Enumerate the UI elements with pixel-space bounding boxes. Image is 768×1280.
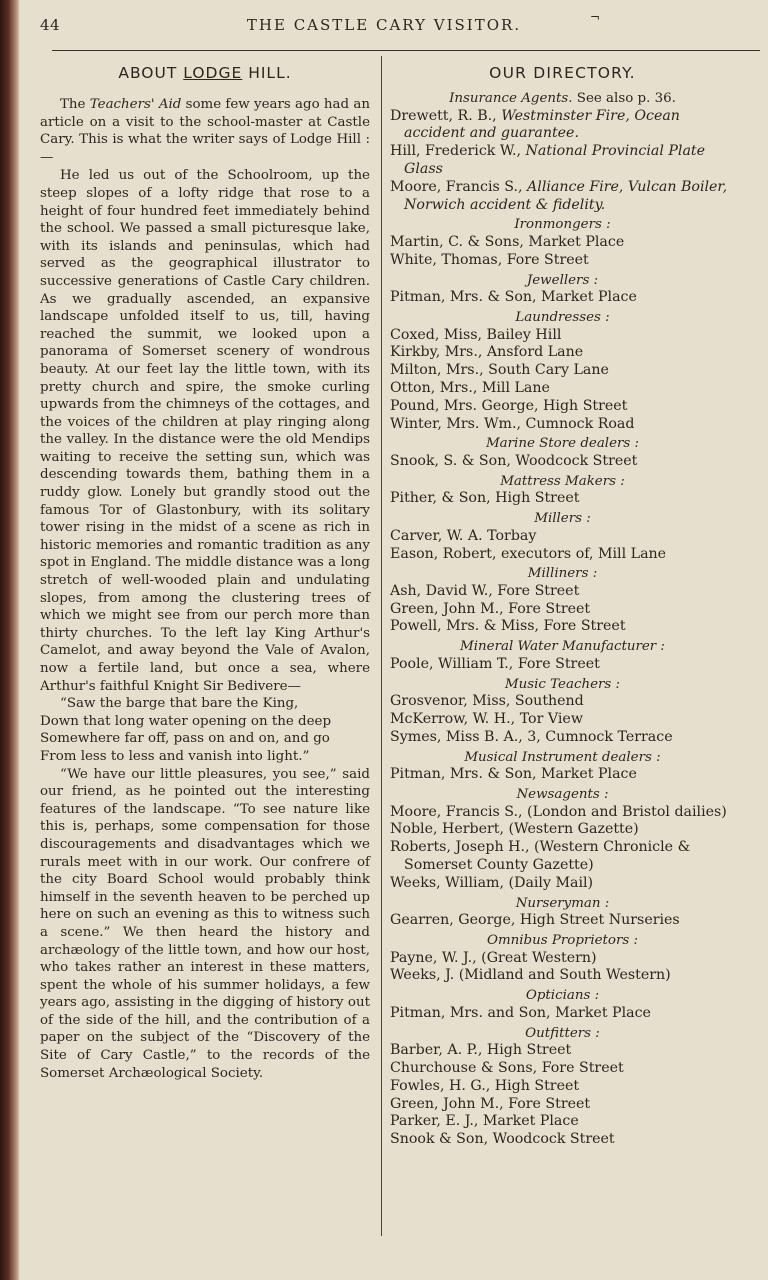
directory-entry: Pitman, Mrs. and Son, Market Place — [390, 1004, 651, 1021]
directory-entry: Eason, Robert, executors of, Mill Lane — [390, 545, 667, 562]
directory-entry: Pitman, Mrs. & Son, Market Place — [390, 289, 637, 306]
directory-entry: Poole, William T., Fore Street — [390, 655, 600, 672]
directory-entry: Green, John M., Fore Street — [390, 1095, 591, 1112]
directory-entry: Powell, Mrs. & Miss, Fore Street — [390, 618, 626, 635]
directory-entry: Carver, W. A. Torbay — [390, 527, 537, 544]
directory-entry: Payne, W. J., (Great Western) — [390, 949, 597, 966]
directory-category: Laundresses : — [515, 309, 610, 325]
directory-category: Musical Instrument dealers : — [464, 749, 661, 765]
directory-entry: Otton, Mrs., Mill Lane — [390, 379, 550, 396]
directory-entry: Churchouse & Sons, Fore Street — [390, 1059, 624, 1076]
directory-entry: Kirkby, Mrs., Ansford Lane — [390, 344, 584, 361]
directory-category: Mineral Water Manufacturer : — [460, 639, 665, 655]
directory-entry: McKerrow, W. H., Tor View — [390, 711, 583, 728]
verse-line: “Saw the barge that bare the King, — [60, 696, 299, 712]
directory-category: Insurance Agents. See also p. 36. — [449, 91, 676, 106]
verse-line: Somewhere far off, pass on and on, and go — [40, 731, 330, 747]
directory-entry: Pitman, Mrs. & Son, Market Place — [390, 766, 637, 783]
directory-entry: Coxed, Miss, Bailey Hill — [390, 326, 562, 343]
directory-entry: Gearren, George, High Street Nurseries — [390, 912, 680, 929]
directory-heading: OUR DIRECTORY. — [489, 64, 636, 82]
directory-entry: Pound, Mrs. George, High Street — [390, 397, 628, 414]
directory-entry: Barber, A. P., High Street — [390, 1042, 572, 1059]
directory-entry: Noble, Herbert, (Western Gazette) — [390, 821, 639, 838]
directory-entry: Snook, S. & Son, Woodcock Street — [390, 452, 638, 469]
directory-category: Milliners : — [527, 566, 598, 582]
directory-entry: Roberts, Joseph H., (Western Chronicle & Somerset County Gazette) — [390, 839, 691, 874]
directory-entry: Moore, Francis S., (London and Bristol dailies) — [390, 803, 727, 820]
article-heading: ABOUT LODGE HILL. — [118, 64, 292, 82]
column-divider — [381, 56, 382, 1236]
directory-category: Marine Store dealers : — [485, 436, 640, 452]
verse-quotation — [40, 695, 370, 765]
header-rule — [52, 50, 760, 51]
printer-mark: ¬ — [590, 10, 601, 24]
directory-entry: Snook & Son, Woodcock Street — [390, 1131, 615, 1148]
directory-entry: Winter, Mrs. Wm., Cumnock Road — [390, 415, 635, 432]
directory-entry: Parker, E. J., Market Place — [390, 1113, 579, 1130]
directory-entry: Moore, Francis S., Alliance Fire, Vulcan Boiler, Norwich accident & fidelity. — [390, 178, 728, 213]
directory-entry: Drewett, R. B., Westminster Fire, Ocean accident and guarantee. — [390, 107, 680, 142]
directory-column — [390, 60, 735, 1149]
article-column — [40, 60, 370, 1082]
directory-category: Mattress Makers : — [500, 473, 625, 489]
directory-category: Nurseryman : — [515, 895, 610, 911]
directory-category: Opticians : — [525, 988, 600, 1004]
directory-category: Ironmongers : — [514, 217, 611, 233]
directory-category: Music Teachers : — [504, 676, 621, 692]
directory-entry: White, Thomas, Fore Street — [390, 251, 589, 268]
verse-line: Down that long water opening on the deep — [40, 713, 332, 729]
article-paragraph-description: He led us out of the Schoolroom, up the steep slopes of a lofty ridge that rose to a height of four hundred feet immediately behind the school. We passed a small picturesque lake, with its islands and peninsulas, which had served as the geographical illustrator to successive generations of Castle Cary children. As we gradually ascended, an expansive landscape unfolded itself to us, till, having reached the summit, we looked upon a panorama of Somerset scenery of wondrous beauty. At our feet lay the little town, with its pretty church and spire, the smoke curling upwards from the chimneys of the cottages, and the voices of the children at play ringing along the valley. In the distance were the old Mendips waiting to receive the setting sun, which was descending towards them, bathing them in a ruddy glow. Lonely but grandly stood out the famous Tor of Glastonbury, with its solitary tower rising in the midst of a scene as rich in historic memories and romantic tradition as any spot in England. The middle distance was a long stretch of well-wooded plain and undulating slopes, from among the clustering trees of which we might see from our perch more than thirty churches. To the left lay King Arthur's Camelot, and away beyond the Vale of Avalon, now a fertile land, but once a sea, where Arthur's faithful Knight Sir Bedivere— — [40, 168, 370, 694]
directory-entry: Symes, Miss B. A., 3, Cumnock Terrace — [390, 728, 673, 745]
directory-category: Jewellers : — [526, 272, 599, 288]
directory-category: Millers : — [534, 511, 591, 527]
directory-entry: Weeks, J. (Midland and South Western) — [390, 967, 671, 984]
article-paragraph-closing: “We have our little pleasures, you see,” said our friend, as he pointed out the interesting features of the landscape. “To see nature like this is, perhaps, some compensation for those discouragements and disadvantages which we rurals meet with in our work. Our confrere of the city Board School would probably think himself in the seventh heaven to be perched up here on such an evening as this to witness such a scene.” We then heard the history and archæology of the little town, and how our host, who takes rather an interest in these matters, spent the whole of his summer holidays, a few years ago, assisting in the digging of history out of the side of the hill, and the contribution of a paper on the subject of the “Discovery of the Site of Cary Castle,” to the records of the Somerset Archæological Society. — [40, 766, 370, 1081]
directory-category: Outfitters : — [525, 1025, 600, 1041]
directory-entry: Milton, Mrs., South Cary Lane — [390, 362, 609, 379]
page-binding-edge — [0, 0, 20, 1280]
directory-entry: Weeks, William, (Daily Mail) — [390, 874, 594, 891]
verse-line: From less to less and vanish into light.” — [40, 748, 310, 764]
directory-list — [390, 90, 735, 1149]
directory-entry: Grosvenor, Miss, Southend — [390, 693, 584, 710]
page-number: 44 — [40, 16, 61, 34]
directory-entry: Green, John M., Fore Street — [390, 600, 591, 617]
running-title: THE CASTLE CARY VISITOR. — [246, 16, 522, 34]
directory-entry: Martin, C. & Sons, Market Place — [390, 233, 625, 250]
directory-entry: Fowles, H. G., High Street — [390, 1077, 580, 1094]
article-paragraph-intro: The Teachers' Aid some few years ago had an article on a visit to the school-master at Castle Cary. This is what the writer says of Lodge Hill :— — [40, 97, 370, 165]
directory-entry: Ash, David W., Fore Street — [390, 582, 580, 599]
directory-category: Newsagents : — [516, 787, 609, 803]
directory-entry: Hill, Frederick W., National Provincial Plate Glass — [390, 143, 705, 177]
directory-entry: Pither, & Son, High Street — [390, 490, 580, 507]
directory-category: Omnibus Proprietors : — [486, 933, 639, 949]
